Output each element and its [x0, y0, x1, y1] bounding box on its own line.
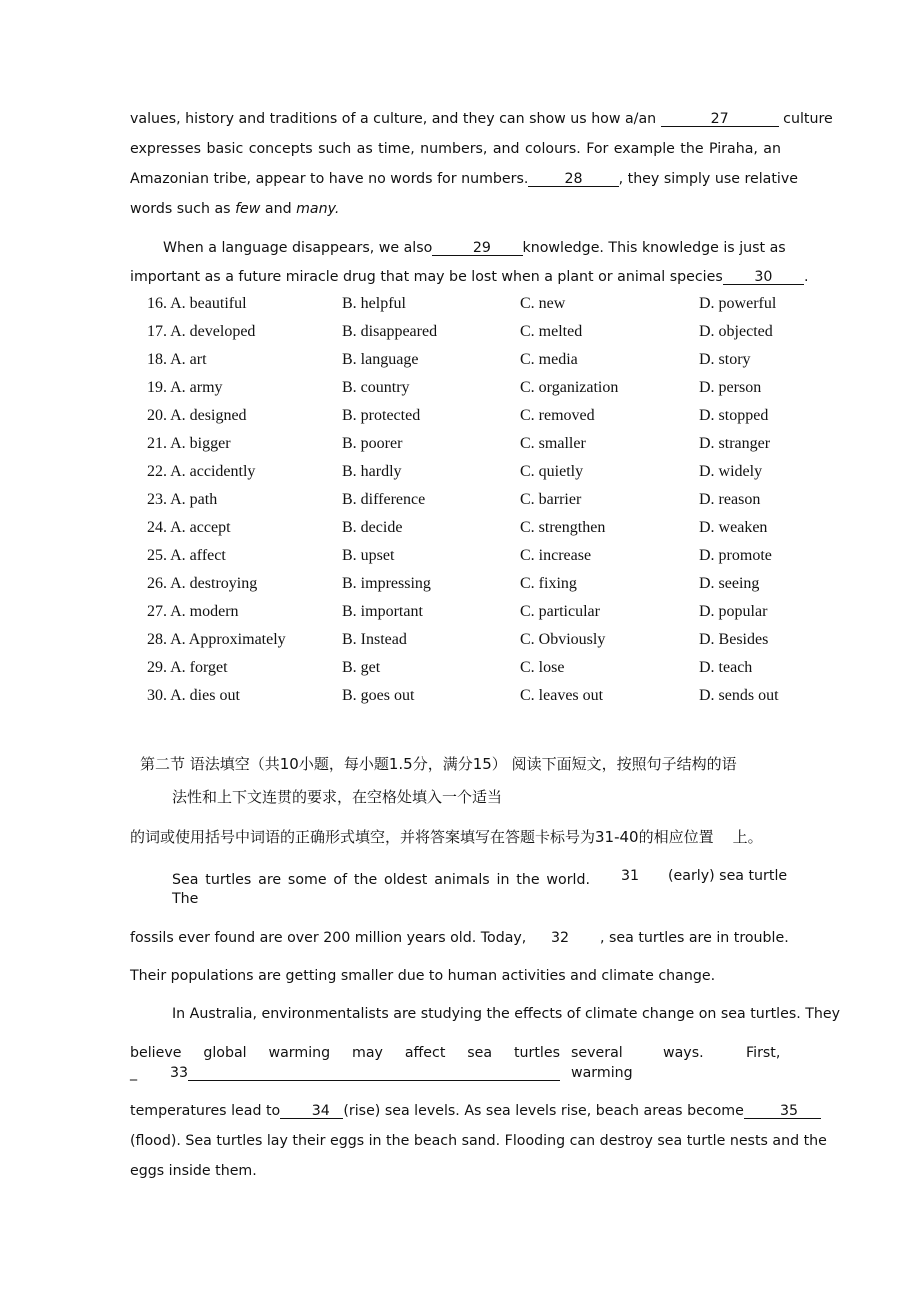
option-d: D. powerful — [699, 295, 777, 312]
option-b: B. poorer — [342, 435, 403, 452]
option-d: D. story — [699, 351, 751, 368]
blank-33: 33 — [170, 1065, 560, 1081]
option-row — [0, 659, 920, 681]
option-row — [0, 519, 920, 541]
blank-29: 29 — [432, 241, 522, 256]
blank-30: 30 — [723, 270, 804, 285]
option-a: 25. A. affect — [147, 547, 226, 564]
passage1-line1: values, history and traditions of a culture, and they can show us how a/an 27 culture — [130, 111, 833, 127]
passage2-p5-first: First, — [746, 1045, 781, 1061]
option-row — [0, 379, 920, 401]
passage2-p8: eggs inside them. — [130, 1163, 257, 1179]
option-b: B. hardly — [342, 463, 402, 480]
option-d: D. sends out — [699, 687, 779, 704]
option-b: B. language — [342, 351, 419, 368]
option-c: C. quietly — [520, 463, 584, 480]
option-row — [0, 323, 920, 345]
option-a: 19. A. army — [147, 379, 223, 396]
option-a: 24. A. accept — [147, 519, 231, 536]
blank-31: 31 — [621, 868, 640, 884]
passage2-p2-end: , sea turtles are in trouble. — [600, 930, 789, 946]
option-d: D. seeing — [699, 575, 760, 592]
option-a: 27. A. modern — [147, 603, 239, 620]
passage2-p1: Sea turtles are some of the oldest animals in the world. — [172, 872, 590, 888]
passage2-p6: temperatures lead to 34 (rise) sea levels. As sea levels rise, beach areas become 35 — [130, 1103, 821, 1119]
option-row — [0, 547, 920, 569]
option-a: 26. A. destroying — [147, 575, 258, 592]
option-c: C. particular — [520, 603, 600, 620]
option-row — [0, 435, 920, 457]
option-row — [0, 631, 920, 653]
option-b: B. goes out — [342, 687, 415, 704]
option-a: 30. A. dies out — [147, 687, 240, 704]
blank-28: 28 — [528, 172, 618, 187]
option-c: C. removed — [520, 407, 595, 424]
option-b: B. difference — [342, 491, 426, 508]
option-b: B. disappeared — [342, 323, 438, 340]
option-row — [0, 687, 920, 709]
passage2-p4: In Australia, environmentalists are studying the effects of climate change on sea turtles. They — [172, 1006, 841, 1022]
passage2-p5-several: several — [571, 1045, 623, 1061]
option-b: B. Instead — [342, 631, 407, 648]
option-a: 18. A. art — [147, 351, 207, 368]
section2-heading: 第二节 语法填空（共10小题，每小题1.5分，满分15） 阅读下面短文，按照句子结构的语 — [140, 755, 737, 773]
option-row — [0, 491, 920, 513]
option-d: D. Besides — [699, 631, 769, 648]
passage1-line2: expresses basic concepts such as time, numbers, and colours. For example the Piraha, an — [130, 141, 781, 157]
option-row — [0, 463, 920, 485]
option-a: 28. A. Approximately — [147, 631, 286, 648]
option-c: C. melted — [520, 323, 583, 340]
blank-34: 34 — [280, 1104, 343, 1119]
option-b: B. helpful — [342, 295, 406, 312]
passage2-p5-ways: ways. — [663, 1045, 704, 1061]
passage2-p5: believe global warming may affect sea turtles — [130, 1045, 560, 1061]
option-c: C. Obviously — [520, 631, 606, 648]
option-a: 29. A. forget — [147, 659, 228, 676]
blank-27: 27 — [661, 112, 779, 127]
option-d: D. weaken — [699, 519, 768, 536]
option-b: B. impressing — [342, 575, 431, 592]
section2-line2: 法性和上下文连贯的要求，在空格处填入一个适当 — [172, 788, 503, 806]
option-c: C. leaves out — [520, 687, 604, 704]
option-row — [0, 295, 920, 317]
option-a: 23. A. path — [147, 491, 218, 508]
option-c: C. increase — [520, 547, 592, 564]
option-c: C. strengthen — [520, 519, 606, 536]
passage1-line6: important as a future miracle drug that may be lost when a plant or animal species 30 . — [130, 269, 809, 285]
option-b: B. get — [342, 659, 381, 676]
option-d: D. teach — [699, 659, 753, 676]
option-d: D. widely — [699, 463, 763, 480]
passage2-p7: (flood). Sea turtles lay their eggs in the beach sand. Flooding can destroy sea turtle nests and the — [130, 1133, 827, 1149]
option-b: B. important — [342, 603, 423, 620]
option-b: B. protected — [342, 407, 421, 424]
option-d: D. stopped — [699, 407, 769, 424]
blank-35: 35 — [744, 1104, 821, 1119]
option-c: C. barrier — [520, 491, 582, 508]
option-c: C. new — [520, 295, 566, 312]
passage2-p3: Their populations are getting smaller due to human activities and climate change. — [130, 968, 716, 984]
option-c: C. fixing — [520, 575, 577, 592]
option-c: C. organization — [520, 379, 619, 396]
option-row — [0, 351, 920, 373]
option-a: 22. A. accidently — [147, 463, 256, 480]
option-c: C. media — [520, 351, 578, 368]
section2-line3: 的词或使用括号中词语的正确形式填空，并将答案填写在答题卡标号为31-40的相应位置 上。 — [130, 828, 763, 846]
option-a: 16. A. beautiful — [147, 295, 247, 312]
option-d: D. stranger — [699, 435, 771, 452]
option-d: D. person — [699, 379, 762, 396]
option-b: B. country — [342, 379, 410, 396]
passage2-p1-the: The — [172, 891, 199, 907]
option-a: 21. A. bigger — [147, 435, 231, 452]
option-d: D. objected — [699, 323, 773, 340]
passage2-p5-blank-lead: _ — [130, 1065, 138, 1081]
option-row — [0, 407, 920, 429]
passage1-line4: words such as few and many. — [130, 201, 340, 217]
option-d: D. reason — [699, 491, 761, 508]
option-d: D. promote — [699, 547, 772, 564]
option-b: B. decide — [342, 519, 403, 536]
passage1-line5: When a language disappears, we also 29 knowledge. This knowledge is just as — [163, 240, 786, 256]
passage2-p1-early: (early) sea turtle — [668, 868, 788, 884]
option-row — [0, 603, 920, 625]
option-row — [0, 575, 920, 597]
option-c: C. smaller — [520, 435, 586, 452]
blank-32: 32 — [551, 930, 570, 946]
option-a: 20. A. designed — [147, 407, 247, 424]
option-a: 17. A. developed — [147, 323, 256, 340]
option-b: B. upset — [342, 547, 395, 564]
passage2-p2: fossils ever found are over 200 million years old. Today, — [130, 930, 527, 946]
option-d: D. popular — [699, 603, 768, 620]
option-c: C. lose — [520, 659, 565, 676]
passage2-p5-warming: warming — [571, 1065, 633, 1081]
passage1-line3: Amazonian tribe, appear to have no words for numbers. 28 , they simply use relative — [130, 171, 798, 187]
